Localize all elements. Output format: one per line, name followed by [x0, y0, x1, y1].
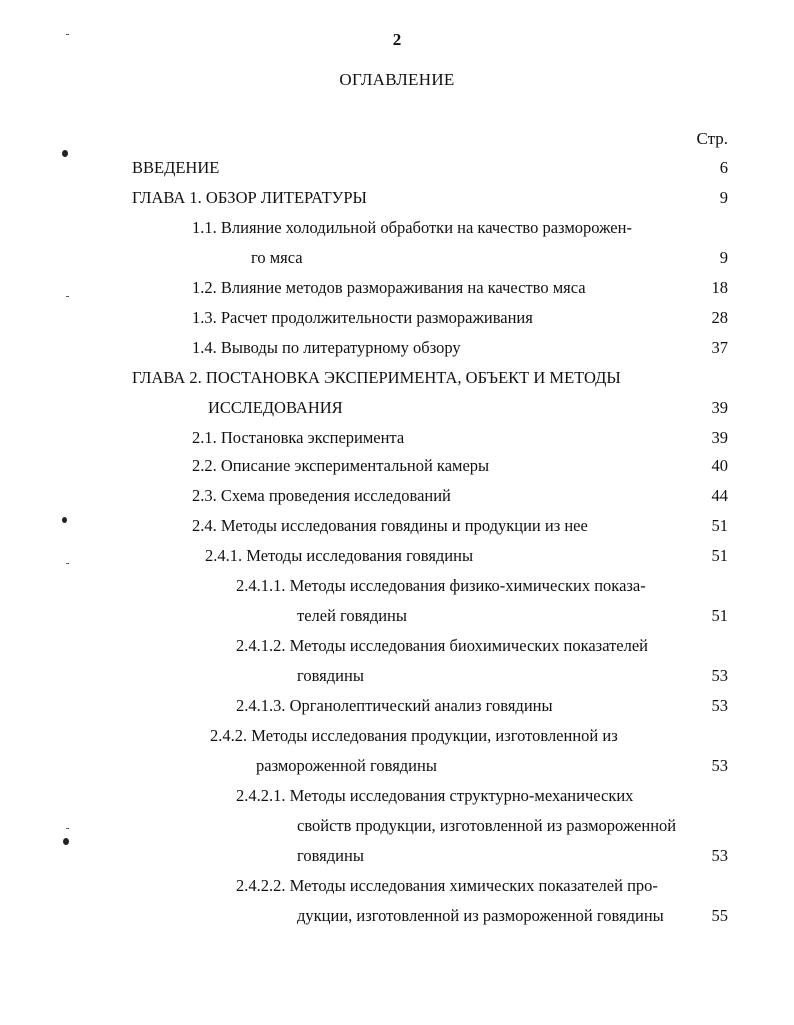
- toc-entry-text: говядины: [297, 846, 364, 865]
- toc-entry-chapter-2: [0, 397, 794, 419]
- toc-entry-2-4-2-1: [0, 845, 794, 867]
- toc-entry-2-4-2-line1: 2.4.2. Методы исследования продукции, изготовленной из: [210, 726, 618, 745]
- toc-entry-page: 55: [711, 906, 728, 925]
- toc-entry-1-4: [0, 337, 794, 359]
- toc-entry-2-3: [0, 485, 794, 507]
- toc-entry-page: 53: [711, 846, 728, 865]
- toc-entry-2-4-2-1-line2: свойств продукции, изготовленной из размороженной: [297, 816, 677, 835]
- toc-entry-2-2: [0, 455, 794, 477]
- toc-entry-text: ВВЕДЕНИЕ: [132, 158, 220, 177]
- toc-entry-text: размороженной говядины: [256, 756, 437, 775]
- toc-entry-1-2: [0, 277, 794, 299]
- toc-entry-2-4-2-1-line1: 2.4.2.1. Методы исследования структурно-механических: [236, 786, 634, 805]
- toc-entry-page: 51: [711, 606, 728, 625]
- toc-entry-page: 44: [711, 486, 728, 505]
- toc-entry-text: 1.3. Расчет продолжительности размораживания: [192, 308, 533, 327]
- toc-entry-page: 51: [711, 546, 728, 565]
- toc-entry-page: 53: [711, 756, 728, 775]
- toc-entry-page: 39: [711, 428, 728, 447]
- toc-entry-page: 9: [719, 248, 728, 267]
- scan-mark: [63, 838, 69, 845]
- toc-entry-page: 53: [711, 696, 728, 715]
- toc-entry-page: 6: [719, 158, 728, 177]
- toc-entry-text: го мяса: [251, 248, 303, 267]
- toc-entry-2-4-1-1-line1: 2.4.1.1. Методы исследования физико-химических показа-: [236, 576, 646, 595]
- toc-entry-2-4-1-2-line1: 2.4.1.2. Методы исследования биохимических показателей: [236, 636, 649, 655]
- toc-entry-2-4-1-3: [0, 695, 794, 717]
- toc-entry-1-3: [0, 307, 794, 329]
- toc-entry-text: телей говядины: [297, 606, 407, 625]
- toc-entry-1-1-line1: 1.1. Влияние холодильной обработки на качество разморожен-: [192, 218, 632, 237]
- toc-entry-2-4-2-2: [0, 905, 794, 927]
- toc-entry-introduction: [0, 157, 794, 179]
- toc-entry-text: 2.4.1. Методы исследования говядины: [205, 546, 474, 565]
- toc-entry-1-1: [0, 247, 794, 269]
- toc-entry-page: 51: [711, 516, 728, 535]
- scan-mark: [62, 150, 68, 157]
- toc-entry-text: 2.4. Методы исследования говядины и продукции из нее: [192, 516, 588, 535]
- scan-speck: [66, 296, 69, 297]
- toc-entry-chapter-2-line1: ГЛАВА 2. ПОСТАНОВКА ЭКСПЕРИМЕНТА, ОБЪЕКТ И МЕТОДЫ: [132, 368, 621, 387]
- pages-column-header: Стр.: [696, 129, 728, 148]
- scan-speck: [66, 563, 69, 564]
- toc-entry-text: дукции, изготовленной из размороженной говядины: [297, 906, 664, 925]
- toc-entry-page: 9: [719, 188, 728, 207]
- toc-entry-page: 39: [711, 398, 728, 417]
- toc-entry-text: ИССЛЕДОВАНИЯ: [208, 398, 343, 417]
- toc-entry-2-4-2: [0, 755, 794, 777]
- toc-entry-page: 37: [711, 338, 728, 357]
- toc-entry-page: 53: [711, 666, 728, 685]
- toc-entry-text: говядины: [297, 666, 364, 685]
- page-number: 2: [392, 30, 402, 49]
- toc-entry-page: 28: [711, 308, 728, 327]
- toc-entry-text: 2.3. Схема проведения исследований: [192, 486, 451, 505]
- toc-entry-text: 2.1. Постановка эксперимента: [192, 428, 405, 447]
- toc-entry-page: 40: [711, 456, 728, 475]
- toc-entry-2-4-1-1: [0, 605, 794, 627]
- toc-entry-text: ГЛАВА 1. ОБЗОР ЛИТЕРАТУРЫ: [132, 188, 367, 207]
- toc-entry-2-4-2-2-line1: 2.4.2.2. Методы исследования химических показателей про-: [236, 876, 658, 895]
- scan-mark: [62, 517, 67, 523]
- toc-entry-page: 18: [711, 278, 728, 297]
- toc-entry-2-4-1: [0, 545, 794, 567]
- toc-entry-2-4: [0, 515, 794, 537]
- toc-entry-text: 2.2. Описание экспериментальной камеры: [192, 456, 490, 475]
- toc-entry-text: 2.4.1.3. Органолептический анализ говядины: [236, 696, 553, 715]
- toc-entry-text: 1.2. Влияние методов размораживания на качество мяса: [192, 278, 586, 297]
- page-title: ОГЛАВЛЕНИЕ: [339, 70, 455, 89]
- toc-entry-text: 1.4. Выводы по литературному обзору: [192, 338, 461, 357]
- scan-speck: [66, 34, 69, 35]
- toc-entry-chapter-1: [0, 187, 794, 209]
- scan-speck: [66, 828, 69, 829]
- toc-entry-2-4-1-2: [0, 665, 794, 687]
- toc-entry-2-1: [0, 427, 794, 449]
